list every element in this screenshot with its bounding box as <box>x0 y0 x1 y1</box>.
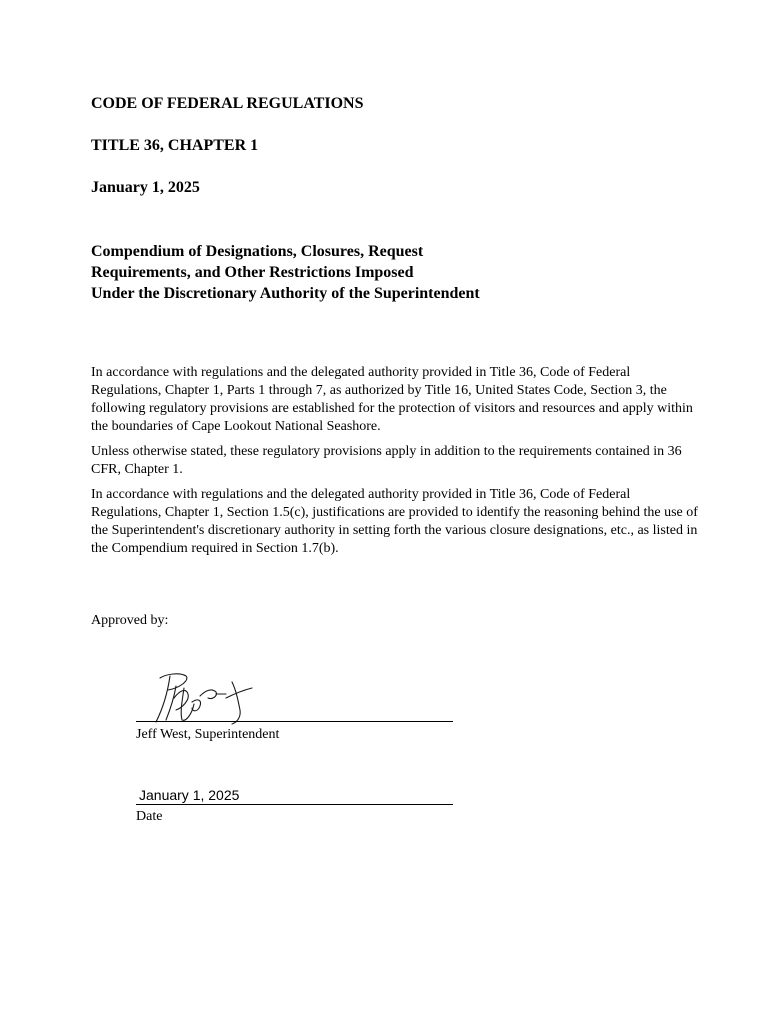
approved-by-label: Approved by: <box>91 613 169 628</box>
date-label: Date <box>136 809 163 824</box>
signature-image <box>146 668 256 726</box>
paragraph-applicability: Unless otherwise stated, these regulatory provisions apply in addition to the requirements contained in 36 CFR, Chapter 1. <box>91 444 682 477</box>
title-heading: TITLE 36, CHAPTER 1 <box>91 137 259 154</box>
compendium-title <box>91 241 480 304</box>
paragraph-authority: In accordance with regulations and the delegated authority provided in Title 36, Code of Federal Regulations, Chapter 1, Parts 1 through 7, as authorized by Title 16, United States Code, Section 3, the following regulatory provisions are established for the protection of visitors and resources and apply within the boundaries of Cape Lookout National Seashore. <box>91 365 693 434</box>
signer-name: Jeff West, Superintendent <box>136 727 280 742</box>
code-heading: CODE OF FEDERAL REGULATIONS <box>91 95 364 112</box>
date-line <box>136 804 453 805</box>
date-heading: January 1, 2025 <box>91 179 200 196</box>
signature-date-value: January 1, 2025 <box>139 787 240 803</box>
signature-line <box>136 721 453 722</box>
compendium-title-line: Requirements, and Other Restrictions Imposed <box>91 264 414 281</box>
paragraph-justifications: In accordance with regulations and the delegated authority provided in Title 36, Code of Federal Regulations, Chapter 1, Section 1.5(c), justifications are provided to identify the reasoning behind the use of the Superintendent's discretionary authority in setting forth the various closure designations, etc., as listed in the Compendium required in Section 1.7(b). <box>91 487 698 556</box>
compendium-title-line: Compendium of Designations, Closures, Request <box>91 243 424 260</box>
compendium-title-line: Under the Discretionary Authority of the Superintendent <box>91 285 480 302</box>
